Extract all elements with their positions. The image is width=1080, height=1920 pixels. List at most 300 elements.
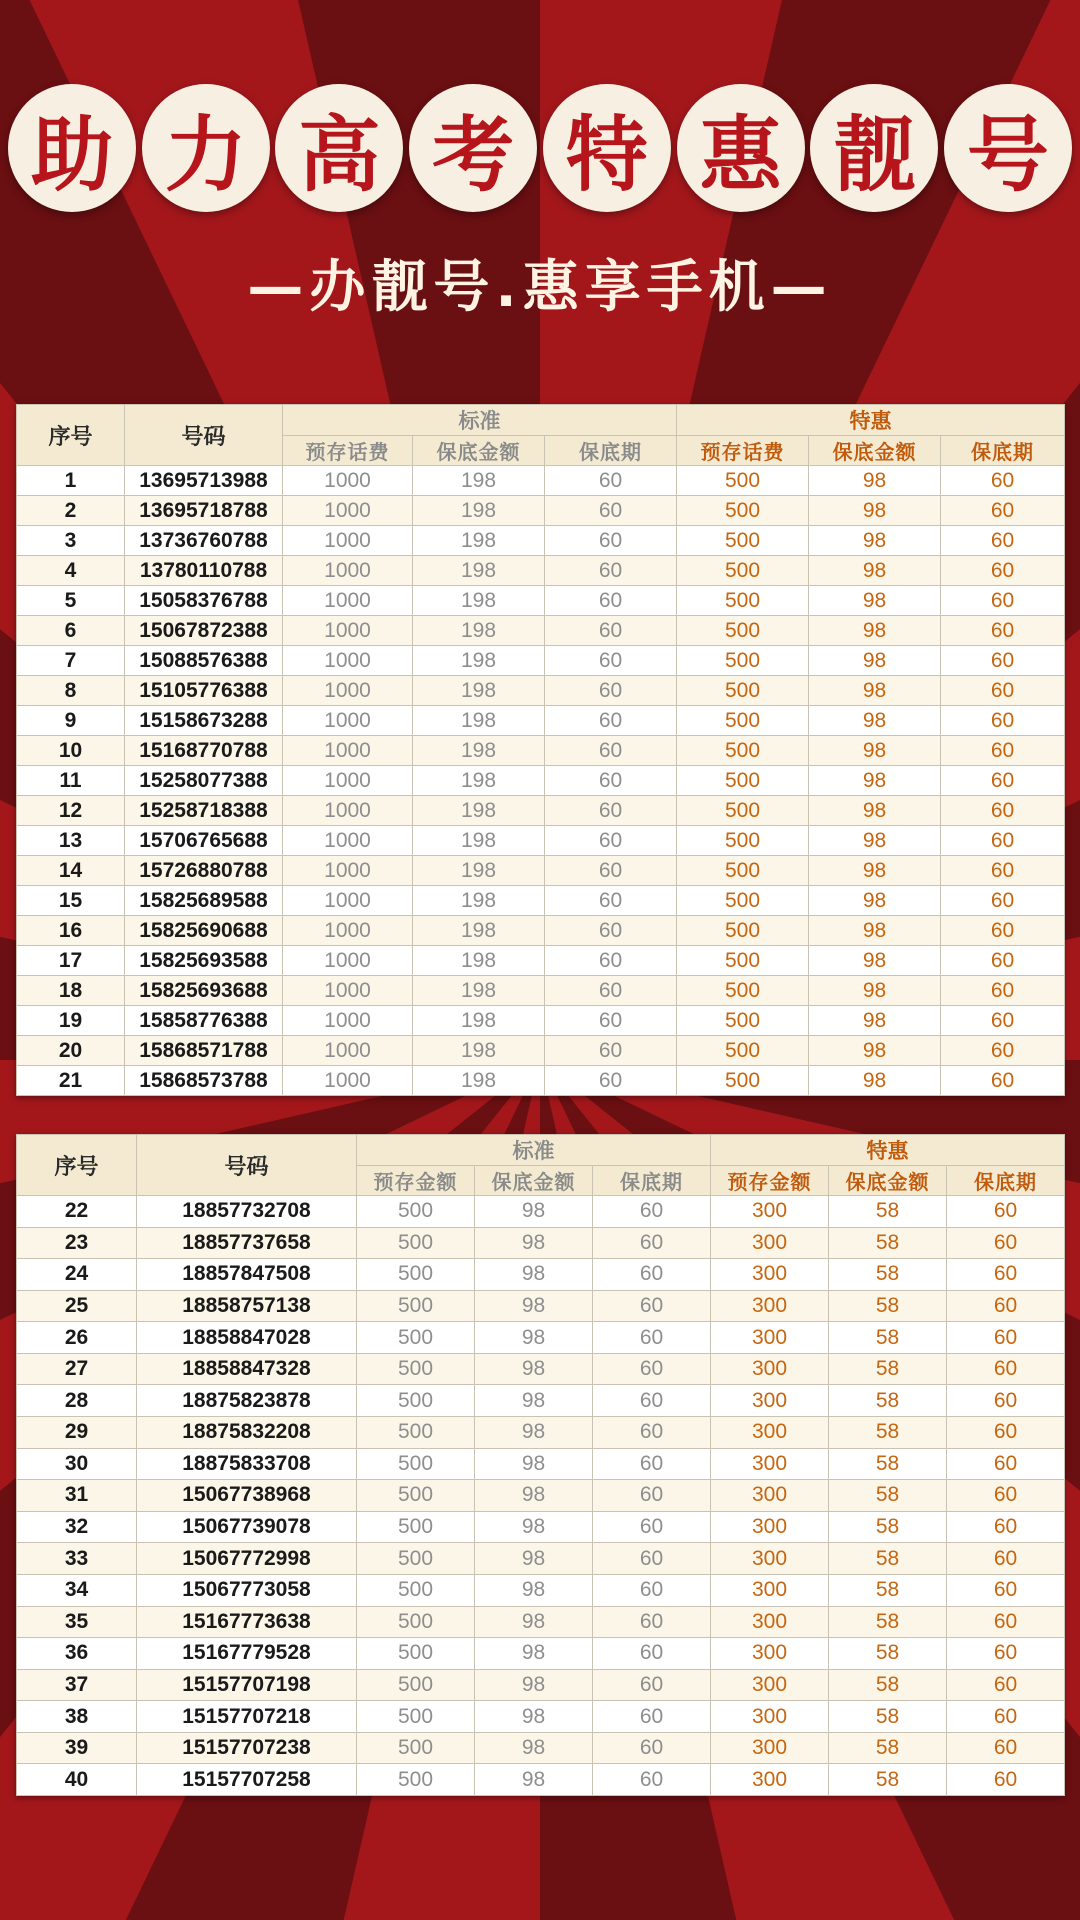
number-cell: 15067772998	[137, 1543, 357, 1575]
index-cell: 16	[17, 916, 125, 946]
table-row	[17, 1701, 1065, 1733]
header-std-min-amount: 保底金额	[475, 1166, 593, 1196]
sp-prepaid-cell: 300	[711, 1638, 829, 1670]
std-prepaid-cell: 500	[357, 1322, 475, 1354]
std-min-amount-cell: 198	[413, 706, 545, 736]
std-min-period-cell: 60	[593, 1417, 711, 1449]
sp-min-amount-cell: 58	[829, 1290, 947, 1322]
number-cell: 15158673288	[125, 706, 283, 736]
sp-min-amount-cell: 98	[809, 466, 941, 496]
header-number: 号码	[125, 405, 283, 466]
table-row	[17, 736, 1065, 766]
sp-prepaid-cell: 300	[711, 1511, 829, 1543]
index-cell: 25	[17, 1290, 137, 1322]
table-row	[17, 826, 1065, 856]
sp-min-amount-cell: 58	[829, 1227, 947, 1259]
std-min-period-cell: 60	[545, 556, 677, 586]
sp-prepaid-cell: 300	[711, 1480, 829, 1512]
std-min-amount-cell: 98	[475, 1543, 593, 1575]
sp-min-amount-cell: 98	[809, 976, 941, 1006]
sp-min-amount-cell: 98	[809, 706, 941, 736]
sp-min-period-cell: 60	[941, 796, 1065, 826]
std-prepaid-cell: 500	[357, 1385, 475, 1417]
sp-min-period-cell: 60	[947, 1322, 1065, 1354]
std-min-amount-cell: 198	[413, 766, 545, 796]
number-cell: 15168770788	[125, 736, 283, 766]
number-cell: 13695713988	[125, 466, 283, 496]
header-std-prepaid: 预存话费	[283, 436, 413, 466]
table-row	[17, 1574, 1065, 1606]
sp-min-period-cell: 60	[941, 616, 1065, 646]
sp-min-amount-cell: 98	[809, 676, 941, 706]
sp-min-amount-cell: 58	[829, 1669, 947, 1701]
header-sp-prepaid: 预存金额	[711, 1166, 829, 1196]
sp-prepaid-cell: 300	[711, 1764, 829, 1796]
sp-prepaid-cell: 500	[677, 736, 809, 766]
std-min-period-cell: 60	[593, 1606, 711, 1638]
number-cell: 15825693588	[125, 946, 283, 976]
std-min-amount-cell: 198	[413, 586, 545, 616]
std-min-period-cell: 60	[545, 706, 677, 736]
std-prepaid-cell: 500	[357, 1574, 475, 1606]
number-cell: 15067773058	[137, 1574, 357, 1606]
table-row	[17, 586, 1065, 616]
std-min-amount-cell: 198	[413, 886, 545, 916]
std-min-amount-cell: 98	[475, 1480, 593, 1512]
std-min-period-cell: 60	[593, 1227, 711, 1259]
std-min-amount-cell: 198	[413, 976, 545, 1006]
header-group-special: 特惠	[711, 1135, 1065, 1166]
sp-min-period-cell: 60	[947, 1259, 1065, 1291]
table-row	[17, 466, 1065, 496]
std-min-period-cell: 60	[545, 616, 677, 646]
std-min-period-cell: 60	[545, 496, 677, 526]
index-cell: 34	[17, 1574, 137, 1606]
table-row	[17, 1322, 1065, 1354]
std-min-amount-cell: 98	[475, 1290, 593, 1322]
std-prepaid-cell: 1000	[283, 466, 413, 496]
std-min-period-cell: 60	[545, 826, 677, 856]
sp-min-amount-cell: 98	[809, 766, 941, 796]
sp-min-amount-cell: 98	[809, 1006, 941, 1036]
std-prepaid-cell: 500	[357, 1480, 475, 1512]
header-group-standard: 标准	[357, 1135, 711, 1166]
number-cell: 15258718388	[125, 796, 283, 826]
table-row	[17, 496, 1065, 526]
number-table-1	[16, 404, 1064, 1096]
std-prepaid-cell: 1000	[283, 526, 413, 556]
std-min-amount-cell: 198	[413, 1036, 545, 1066]
std-min-period-cell: 60	[545, 976, 677, 1006]
sp-min-amount-cell: 98	[809, 586, 941, 616]
table-row	[17, 1669, 1065, 1701]
sp-min-amount-cell: 98	[809, 886, 941, 916]
sp-min-period-cell: 60	[947, 1290, 1065, 1322]
sp-min-period-cell: 60	[947, 1196, 1065, 1228]
table-row	[17, 916, 1065, 946]
std-prepaid-cell: 1000	[283, 646, 413, 676]
std-min-amount-cell: 98	[475, 1227, 593, 1259]
sp-min-period-cell: 60	[941, 766, 1065, 796]
std-min-amount-cell: 198	[413, 496, 545, 526]
table-row	[17, 616, 1065, 646]
number-cell: 15706765688	[125, 826, 283, 856]
index-cell: 39	[17, 1732, 137, 1764]
table-row	[17, 886, 1065, 916]
std-min-period-cell: 60	[545, 856, 677, 886]
table-row	[17, 1606, 1065, 1638]
table-row	[17, 1417, 1065, 1449]
index-cell: 26	[17, 1322, 137, 1354]
sp-min-period-cell: 60	[941, 736, 1065, 766]
std-min-period-cell: 60	[593, 1322, 711, 1354]
subtitle: —办靓号.惠享手机—	[247, 255, 833, 320]
std-min-amount-cell: 98	[475, 1511, 593, 1543]
index-cell: 40	[17, 1764, 137, 1796]
std-prepaid-cell: 500	[357, 1196, 475, 1228]
std-prepaid-cell: 500	[357, 1669, 475, 1701]
number-cell: 15868573788	[125, 1066, 283, 1096]
index-cell: 21	[17, 1066, 125, 1096]
sp-prepaid-cell: 500	[677, 946, 809, 976]
sp-min-amount-cell: 58	[829, 1196, 947, 1228]
std-min-amount-cell: 98	[475, 1259, 593, 1291]
index-cell: 28	[17, 1385, 137, 1417]
sp-min-period-cell: 60	[941, 646, 1065, 676]
sp-min-amount-cell: 58	[829, 1701, 947, 1733]
sp-min-period-cell: 60	[947, 1543, 1065, 1575]
sp-min-amount-cell: 98	[809, 646, 941, 676]
index-cell: 8	[17, 676, 125, 706]
sp-min-amount-cell: 58	[829, 1385, 947, 1417]
sp-prepaid-cell: 500	[677, 796, 809, 826]
std-min-period-cell: 60	[593, 1764, 711, 1796]
std-min-amount-cell: 198	[413, 556, 545, 586]
sp-min-period-cell: 60	[941, 1066, 1065, 1096]
sp-min-period-cell: 60	[947, 1732, 1065, 1764]
std-min-amount-cell: 198	[413, 916, 545, 946]
sp-min-period-cell: 60	[941, 1006, 1065, 1036]
std-min-amount-cell: 98	[475, 1353, 593, 1385]
table-2-body	[17, 1196, 1065, 1796]
sp-min-period-cell: 60	[947, 1417, 1065, 1449]
number-cell: 15067738968	[137, 1480, 357, 1512]
table-1-body	[17, 466, 1065, 1096]
sp-prepaid-cell: 300	[711, 1259, 829, 1291]
table-row	[17, 1732, 1065, 1764]
sp-prepaid-cell: 300	[711, 1732, 829, 1764]
std-min-period-cell: 60	[545, 886, 677, 916]
sp-min-amount-cell: 58	[829, 1448, 947, 1480]
table-row	[17, 976, 1065, 1006]
std-prepaid-cell: 1000	[283, 616, 413, 646]
std-min-amount-cell: 198	[413, 466, 545, 496]
sp-prepaid-cell: 500	[677, 556, 809, 586]
number-cell: 18857732708	[137, 1196, 357, 1228]
sp-prepaid-cell: 300	[711, 1448, 829, 1480]
std-min-amount-cell: 98	[475, 1448, 593, 1480]
table-row	[17, 1227, 1065, 1259]
number-cell: 15258077388	[125, 766, 283, 796]
std-prepaid-cell: 500	[357, 1764, 475, 1796]
sp-min-amount-cell: 98	[809, 616, 941, 646]
table-row	[17, 796, 1065, 826]
std-prepaid-cell: 1000	[283, 1036, 413, 1066]
number-cell: 18857847508	[137, 1259, 357, 1291]
table-row	[17, 1353, 1065, 1385]
index-cell: 13	[17, 826, 125, 856]
number-cell: 15858776388	[125, 1006, 283, 1036]
header-sp-min-period: 保底期	[941, 436, 1065, 466]
header-index: 序号	[17, 405, 125, 466]
header-sp-min-amount: 保底金额	[829, 1166, 947, 1196]
sp-prepaid-cell: 500	[677, 1066, 809, 1096]
sp-min-amount-cell: 98	[809, 946, 941, 976]
number-cell: 18858847328	[137, 1353, 357, 1385]
index-cell: 15	[17, 886, 125, 916]
std-prepaid-cell: 1000	[283, 706, 413, 736]
index-cell: 32	[17, 1511, 137, 1543]
index-cell: 4	[17, 556, 125, 586]
sp-prepaid-cell: 500	[677, 586, 809, 616]
number-cell: 18857737658	[137, 1227, 357, 1259]
sp-min-period-cell: 60	[947, 1606, 1065, 1638]
table-row	[17, 526, 1065, 556]
number-cell: 13736760788	[125, 526, 283, 556]
index-cell: 6	[17, 616, 125, 646]
table-row	[17, 1006, 1065, 1036]
sp-prepaid-cell: 300	[711, 1543, 829, 1575]
table-row	[17, 706, 1065, 736]
sp-min-period-cell: 60	[947, 1385, 1065, 1417]
sp-min-period-cell: 60	[941, 1036, 1065, 1066]
std-min-amount-cell: 198	[413, 826, 545, 856]
std-min-period-cell: 60	[593, 1638, 711, 1670]
std-min-period-cell: 60	[593, 1480, 711, 1512]
sp-prepaid-cell: 500	[677, 676, 809, 706]
sp-min-period-cell: 60	[941, 556, 1065, 586]
sp-min-period-cell: 60	[941, 976, 1065, 1006]
sp-prepaid-cell: 300	[711, 1353, 829, 1385]
std-prepaid-cell: 1000	[283, 1066, 413, 1096]
sp-min-amount-cell: 58	[829, 1480, 947, 1512]
number-cell: 13780110788	[125, 556, 283, 586]
index-cell: 7	[17, 646, 125, 676]
number-cell: 18875833708	[137, 1448, 357, 1480]
std-prepaid-cell: 1000	[283, 946, 413, 976]
std-min-amount-cell: 98	[475, 1322, 593, 1354]
std-prepaid-cell: 1000	[283, 826, 413, 856]
sp-prepaid-cell: 500	[677, 706, 809, 736]
std-min-period-cell: 60	[593, 1196, 711, 1228]
number-cell: 15825690688	[125, 916, 283, 946]
sp-min-period-cell: 60	[947, 1638, 1065, 1670]
table-row	[17, 1066, 1065, 1096]
std-prepaid-cell: 500	[357, 1290, 475, 1322]
index-cell: 35	[17, 1606, 137, 1638]
index-cell: 2	[17, 496, 125, 526]
sp-prepaid-cell: 500	[677, 526, 809, 556]
sp-prepaid-cell: 300	[711, 1669, 829, 1701]
table-row	[17, 646, 1065, 676]
std-min-amount-cell: 198	[413, 1006, 545, 1036]
sp-min-amount-cell: 98	[809, 916, 941, 946]
number-cell: 18875823878	[137, 1385, 357, 1417]
std-min-period-cell: 60	[545, 526, 677, 556]
index-cell: 22	[17, 1196, 137, 1228]
table-row	[17, 766, 1065, 796]
table-row	[17, 1480, 1065, 1512]
index-cell: 33	[17, 1543, 137, 1575]
sp-prepaid-cell: 500	[677, 886, 809, 916]
std-prepaid-cell: 1000	[283, 976, 413, 1006]
sp-prepaid-cell: 500	[677, 466, 809, 496]
sp-min-amount-cell: 98	[809, 526, 941, 556]
std-min-amount-cell: 98	[475, 1417, 593, 1449]
std-min-period-cell: 60	[593, 1701, 711, 1733]
sp-min-amount-cell: 98	[809, 1066, 941, 1096]
number-cell: 15105776388	[125, 676, 283, 706]
std-prepaid-cell: 1000	[283, 916, 413, 946]
sp-min-period-cell: 60	[941, 526, 1065, 556]
index-cell: 5	[17, 586, 125, 616]
std-min-period-cell: 60	[545, 466, 677, 496]
number-cell: 15157707218	[137, 1701, 357, 1733]
std-min-period-cell: 60	[593, 1385, 711, 1417]
table-row	[17, 1290, 1065, 1322]
std-min-period-cell: 60	[545, 946, 677, 976]
std-min-amount-cell: 98	[475, 1638, 593, 1670]
std-min-amount-cell: 98	[475, 1732, 593, 1764]
index-cell: 3	[17, 526, 125, 556]
header-index: 序号	[17, 1135, 137, 1196]
sp-prepaid-cell: 500	[677, 646, 809, 676]
number-cell: 18858757138	[137, 1290, 357, 1322]
sp-min-amount-cell: 58	[829, 1574, 947, 1606]
sp-min-amount-cell: 58	[829, 1353, 947, 1385]
sp-min-amount-cell: 58	[829, 1511, 947, 1543]
number-cell: 15067739078	[137, 1511, 357, 1543]
sp-min-amount-cell: 98	[809, 826, 941, 856]
title-char-2: 力	[142, 84, 270, 212]
std-min-period-cell: 60	[593, 1448, 711, 1480]
sp-min-period-cell: 60	[947, 1353, 1065, 1385]
number-cell: 15825693688	[125, 976, 283, 1006]
sp-min-amount-cell: 98	[809, 496, 941, 526]
number-cell: 15825689588	[125, 886, 283, 916]
index-cell: 36	[17, 1638, 137, 1670]
std-min-period-cell: 60	[545, 796, 677, 826]
std-prepaid-cell: 1000	[283, 586, 413, 616]
std-min-amount-cell: 198	[413, 616, 545, 646]
number-cell: 18858847028	[137, 1322, 357, 1354]
sp-min-period-cell: 60	[941, 886, 1065, 916]
sp-prepaid-cell: 500	[677, 1006, 809, 1036]
table-row	[17, 1448, 1065, 1480]
table-row	[17, 1196, 1065, 1228]
number-cell: 15157707258	[137, 1764, 357, 1796]
sp-prepaid-cell: 300	[711, 1701, 829, 1733]
index-cell: 12	[17, 796, 125, 826]
title-char-7: 靓	[810, 84, 938, 212]
sp-min-period-cell: 60	[941, 706, 1065, 736]
std-min-period-cell: 60	[593, 1511, 711, 1543]
table-row	[17, 1764, 1065, 1796]
index-cell: 19	[17, 1006, 125, 1036]
sp-prepaid-cell: 500	[677, 766, 809, 796]
sp-min-period-cell: 60	[941, 586, 1065, 616]
number-cell: 15157707198	[137, 1669, 357, 1701]
table-row	[17, 676, 1065, 706]
sp-min-amount-cell: 58	[829, 1543, 947, 1575]
title-char-5: 特	[543, 84, 671, 212]
title-char-1: 助	[8, 84, 136, 212]
index-cell: 23	[17, 1227, 137, 1259]
std-prepaid-cell: 500	[357, 1227, 475, 1259]
sp-prepaid-cell: 300	[711, 1606, 829, 1638]
sp-min-period-cell: 60	[941, 676, 1065, 706]
std-prepaid-cell: 500	[357, 1353, 475, 1385]
std-min-period-cell: 60	[593, 1669, 711, 1701]
sp-min-period-cell: 60	[941, 496, 1065, 526]
std-min-amount-cell: 198	[413, 946, 545, 976]
std-min-amount-cell: 98	[475, 1385, 593, 1417]
std-prepaid-cell: 500	[357, 1701, 475, 1733]
sp-min-period-cell: 60	[941, 466, 1065, 496]
sp-min-amount-cell: 58	[829, 1638, 947, 1670]
std-prepaid-cell: 1000	[283, 796, 413, 826]
header-group-standard: 标准	[283, 405, 677, 436]
std-min-period-cell: 60	[593, 1353, 711, 1385]
index-cell: 14	[17, 856, 125, 886]
index-cell: 31	[17, 1480, 137, 1512]
sp-min-amount-cell: 98	[809, 1036, 941, 1066]
table-row	[17, 556, 1065, 586]
sp-prepaid-cell: 300	[711, 1290, 829, 1322]
table-row	[17, 1511, 1065, 1543]
title-row	[8, 80, 1072, 216]
std-prepaid-cell: 500	[357, 1259, 475, 1291]
table-row	[17, 1385, 1065, 1417]
std-min-period-cell: 60	[593, 1543, 711, 1575]
header-sp-min-amount: 保底金额	[809, 436, 941, 466]
header-std-prepaid: 预存金额	[357, 1166, 475, 1196]
sp-prepaid-cell: 300	[711, 1196, 829, 1228]
index-cell: 30	[17, 1448, 137, 1480]
number-cell: 15726880788	[125, 856, 283, 886]
index-cell: 10	[17, 736, 125, 766]
std-prepaid-cell: 500	[357, 1448, 475, 1480]
std-prepaid-cell: 1000	[283, 886, 413, 916]
sp-prepaid-cell: 500	[677, 616, 809, 646]
std-min-amount-cell: 198	[413, 676, 545, 706]
sp-min-period-cell: 60	[947, 1227, 1065, 1259]
std-prepaid-cell: 1000	[283, 736, 413, 766]
number-cell: 13695718788	[125, 496, 283, 526]
index-cell: 17	[17, 946, 125, 976]
index-cell: 18	[17, 976, 125, 1006]
sp-min-period-cell: 60	[947, 1574, 1065, 1606]
sp-min-period-cell: 60	[947, 1448, 1065, 1480]
std-min-period-cell: 60	[545, 676, 677, 706]
sp-min-period-cell: 60	[947, 1669, 1065, 1701]
sp-min-period-cell: 60	[947, 1764, 1065, 1796]
index-cell: 11	[17, 766, 125, 796]
number-cell: 18875832208	[137, 1417, 357, 1449]
title-char-4: 考	[409, 84, 537, 212]
sp-prepaid-cell: 500	[677, 916, 809, 946]
sp-min-period-cell: 60	[941, 946, 1065, 976]
